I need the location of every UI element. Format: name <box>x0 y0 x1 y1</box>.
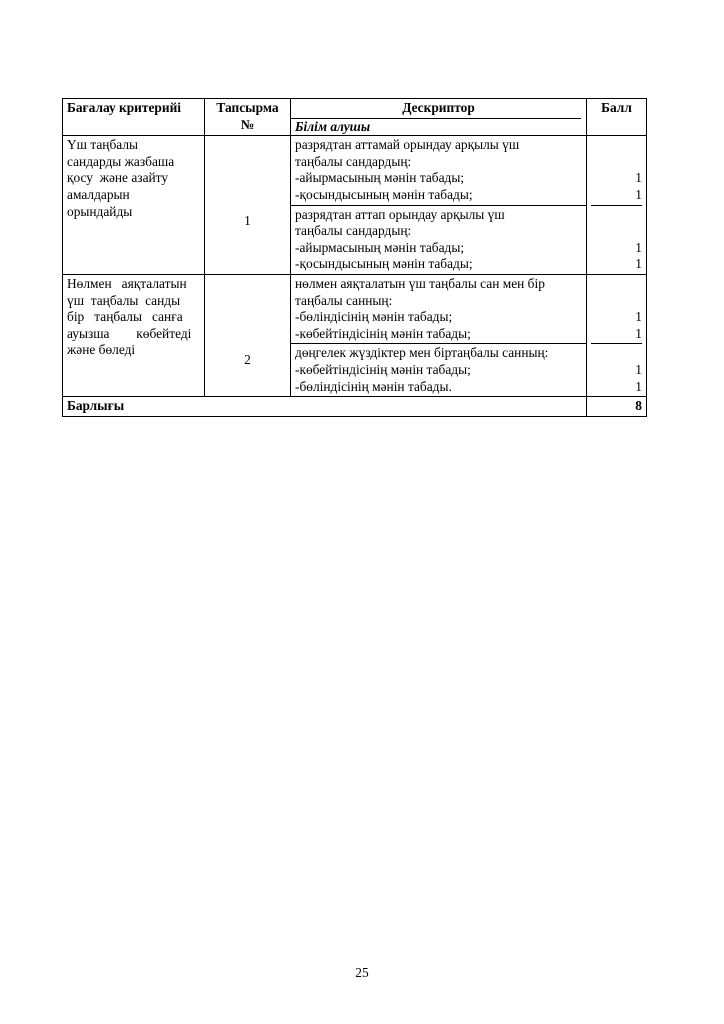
score-value: 1 <box>635 361 642 377</box>
criteria-line: бір таңбалы санға <box>67 309 183 325</box>
task-header-line1: Тапсырма <box>216 100 279 115</box>
score-cell <box>587 136 647 275</box>
criteria-line: Нөлмен аяқталатын <box>67 275 187 291</box>
score-line <box>591 345 642 362</box>
score-value: 1 <box>635 325 642 341</box>
descriptor-line: таңбалы санның: <box>295 292 393 308</box>
descriptor-header <box>291 99 587 136</box>
descriptor-line: -айырмасының мәнін табады; <box>295 239 465 255</box>
descriptor-line: -көбейтіндісінің мәнін табады; <box>295 361 471 377</box>
score-cell <box>587 274 647 396</box>
descriptor-line: таңбалы сандардың: <box>295 153 412 169</box>
score-value: 1 <box>635 378 642 394</box>
criteria-header: Бағалау критерийі <box>63 99 205 136</box>
criteria-line: қосу және азайту <box>67 170 169 186</box>
descriptor-block <box>291 136 586 204</box>
descriptor-line: -қосындысының мәнін табады; <box>295 186 473 202</box>
descriptor-line: разрядтан аттамай орындау арқылы үш <box>295 137 520 153</box>
score-value: 1 <box>635 256 642 272</box>
criteria-line: ауызша көбейтеді <box>67 325 192 341</box>
descriptor-header-title: Дескриптор <box>402 100 475 115</box>
criteria-cell <box>63 274 205 396</box>
criteria-line: амалдарын <box>67 186 130 202</box>
score-value: 1 <box>635 186 642 202</box>
score-block <box>591 205 642 274</box>
descriptor-line: -көбейтіндісінің мәнін табады; <box>295 325 471 341</box>
table-row <box>63 136 647 275</box>
task-header <box>205 99 291 136</box>
descriptor-line: -қосындысының мәнін табады; <box>295 256 473 272</box>
header-row <box>63 99 647 136</box>
score-line <box>591 276 642 293</box>
score-line <box>591 154 642 171</box>
score-block <box>591 136 642 204</box>
score-block <box>591 343 642 396</box>
descriptor-cell <box>291 274 587 396</box>
page-number: 25 <box>355 965 369 980</box>
task-header-line2: № <box>240 116 255 132</box>
score-value: 1 <box>635 239 642 255</box>
total-label: Барлығы <box>63 397 587 417</box>
score-block <box>591 275 642 343</box>
score-line <box>591 293 642 310</box>
descriptor-block <box>291 205 586 274</box>
rubric-sheet <box>62 98 646 417</box>
task-number-cell: 1 <box>205 136 291 275</box>
descriptor-line: нөлмен аяқталатын үш таңбалы сан мен бір <box>295 275 545 291</box>
descriptor-cell <box>291 136 587 275</box>
score-value: 1 <box>635 170 642 186</box>
assessment-table <box>62 98 647 417</box>
descriptor-header-subtitle: Білім алушы <box>291 118 581 136</box>
score-header: Балл <box>587 99 647 136</box>
score-line <box>591 223 642 240</box>
descriptor-line: дөңгелек жүздіктер мен біртаңбалы санның: <box>295 345 549 361</box>
criteria-line: және бөледі <box>67 342 136 358</box>
descriptor-line: разрядтан аттап орындау арқылы үш <box>295 206 505 222</box>
total-value: 8 <box>587 397 647 417</box>
criteria-line: орындайды <box>67 203 133 219</box>
criteria-line: Үш таңбалы <box>67 137 139 153</box>
total-row <box>63 397 647 417</box>
descriptor-line: -бөліндісінің мәнін табады. <box>295 378 452 394</box>
descriptor-block <box>291 275 586 343</box>
score-line <box>591 207 642 224</box>
descriptor-block <box>291 343 586 396</box>
criteria-line: үш таңбалы санды <box>67 292 181 308</box>
criteria-cell <box>63 136 205 275</box>
score-value: 1 <box>635 309 642 325</box>
score-line <box>591 137 642 154</box>
criteria-line: сандарды жазбаша <box>67 153 175 169</box>
table-row <box>63 274 647 396</box>
descriptor-line: таңбалы сандардың: <box>295 223 412 239</box>
descriptor-line: -айырмасының мәнін табады; <box>295 170 465 186</box>
task-number-cell: 2 <box>205 274 291 396</box>
descriptor-line: -бөліндісінің мәнін табады; <box>295 309 453 325</box>
